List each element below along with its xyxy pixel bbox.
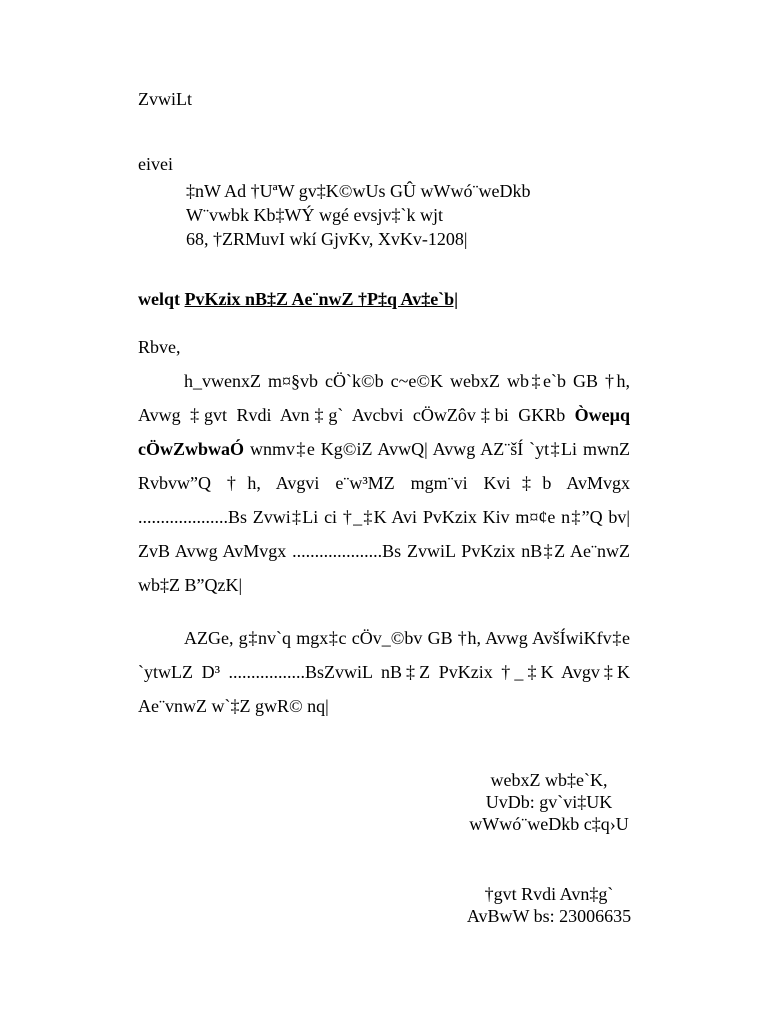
recipient-line-1: ‡nW Ad †UªW gv‡K©wUs GÛ wWwó¨weDkb [186, 181, 531, 201]
body-paragraph-1 [138, 364, 630, 602]
subject-line [138, 288, 458, 310]
paragraph-1-after: wnmv‡e Kg©iZ AvwQ| Avwg AZ¨šÍ `yt‡Li mwnZ Rvbvw”Q †h, Avgvi e¨w³MZ mgm¨vi Kvi‡b AvMvgx ....................Bs Zvwi‡Li ci †_‡K Avi PvKzix Kiv m¤¢e n‡”Q bv| ZvB Avwg AvMvgx ....................Bs ZvwiL PvKzix nB‡Z Ae¨nwZ wb‡Z B”QzK| [138, 439, 630, 595]
paragraph-1-before: h_vwenxZ m¤§vb cÖ`k©b c~e©K webxZ wb‡e`b GB †h, Avwg ‡gvt Rvdi Avn‡g` Avcbvi cÖwZôv‡bi GKRb [138, 371, 630, 425]
subject-text: PvKzix nB‡Z Ae¨nwZ †P‡q Av‡e`b| [184, 289, 459, 309]
signature-name: †gvt Rvdi Avn‡g` [484, 884, 614, 904]
signature-closing: webxZ wb‡e`K, [490, 770, 608, 790]
paragraph-2-text: AZGe, g‡nv`q mgx‡c cÖv_©bv GB †h, Avwg AvšÍwiKfv‡e `ytwLZ D³ .................BsZvwiL nB‡Z PvKzix †_‡K Avgv‡K Ae¨vnwZ w`‡Z gwR© nq| [138, 628, 630, 716]
signature-dept: UvDb: gv`vi‡UK [485, 792, 613, 812]
recipient-line-3: 68, †ZRMuvI wkí GjvKv, XvKv-1208| [186, 229, 468, 249]
recipient-to: eivei [138, 154, 173, 174]
body-paragraph-2 [138, 621, 630, 723]
signature-id: AvBwW bs: 23006635 [466, 906, 632, 926]
recipient-line-2: W¨vwbk Kb‡WÝ wgé evsjv‡`k wjt [186, 205, 443, 225]
paragraph-1-bold: Òweµq cÖwZwbwaÓ [138, 405, 630, 459]
signature-section: wWwó¨weDkb c‡q›U [469, 814, 629, 834]
date-line: ZvwiLt [138, 89, 192, 109]
salutation: Rbve, [138, 337, 181, 357]
subject-prefix: welqt [138, 289, 180, 309]
signature-block [420, 769, 678, 835]
signature-name-block [420, 883, 678, 927]
